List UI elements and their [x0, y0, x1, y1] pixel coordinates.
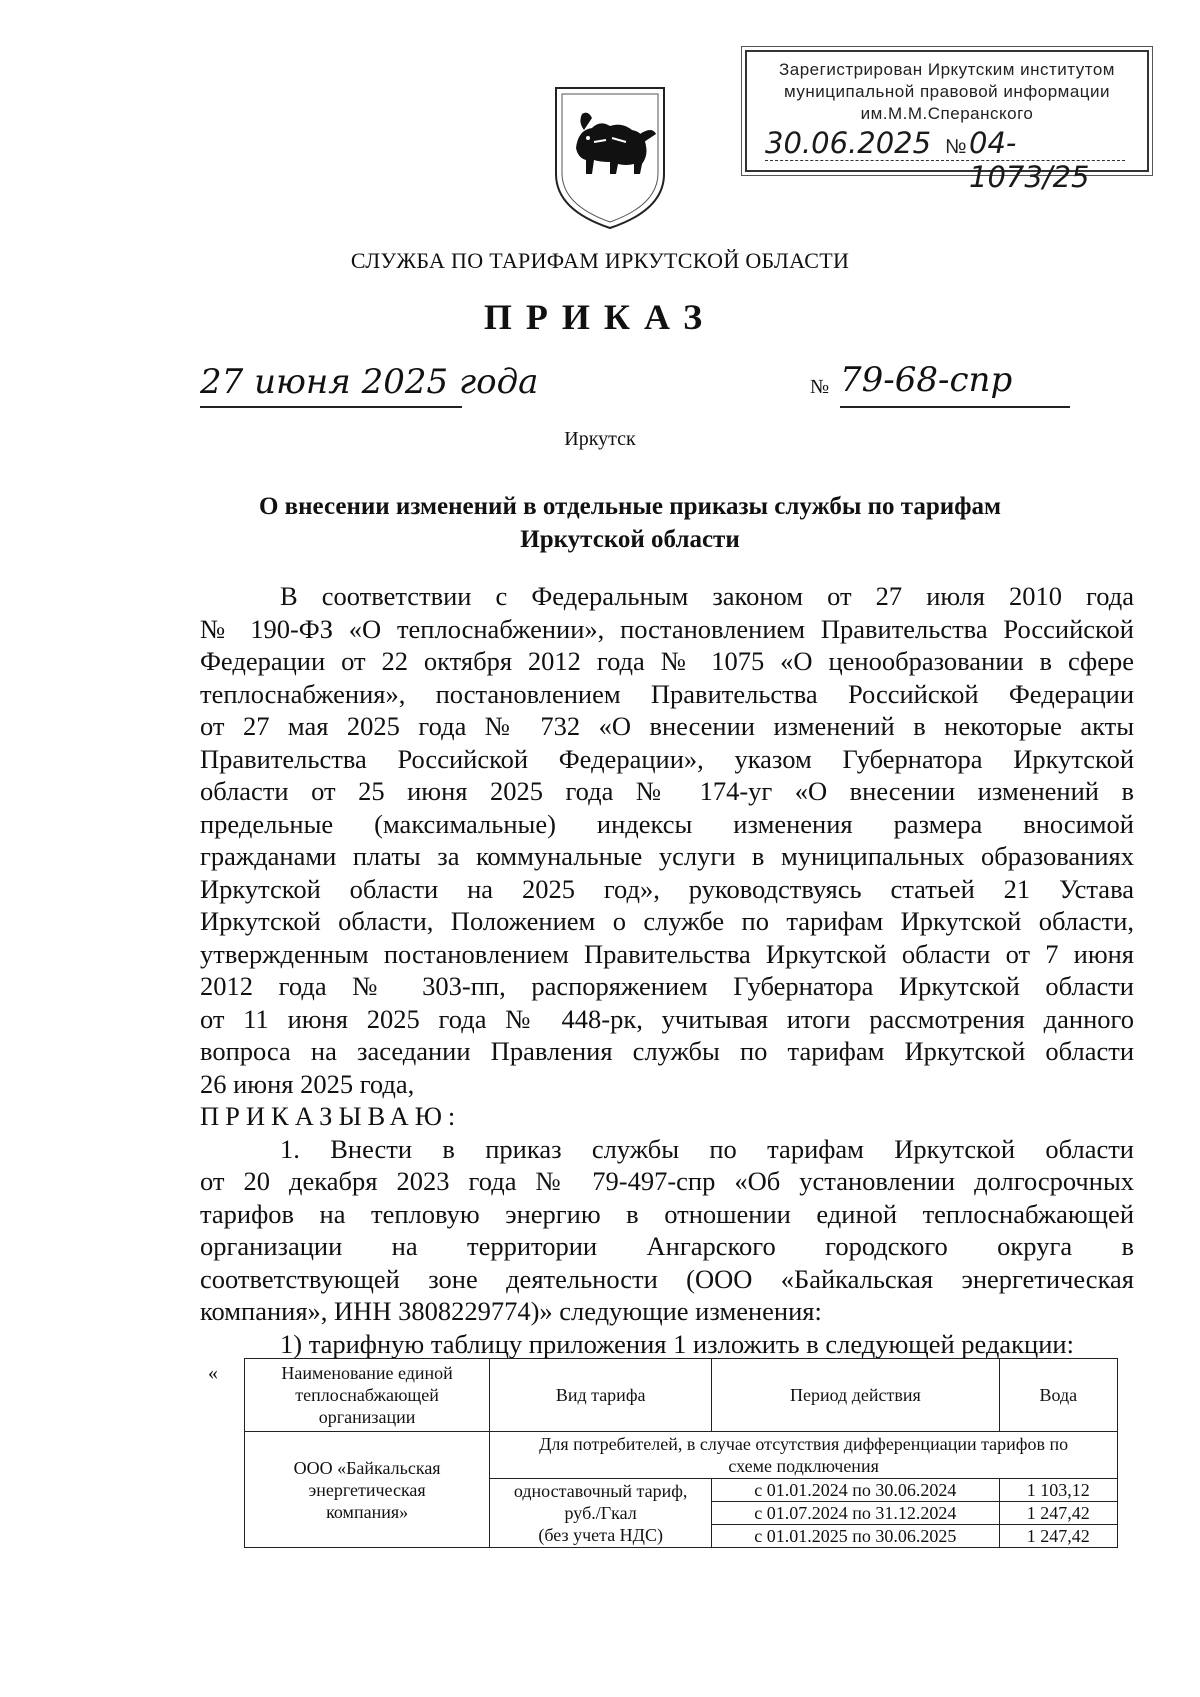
preamble-line: от 27 мая 2025 года № 732 «О внесении изменений в некоторые акты	[200, 711, 1134, 741]
order-date-underline	[200, 406, 462, 408]
cell-period: с 01.01.2024 по 30.06.2024	[712, 1479, 999, 1502]
document-title	[200, 490, 1060, 556]
preamble-line: теплоснабжения», постановлением Правительства Российской Федерации	[200, 678, 1134, 709]
item-1-line: соответствующей зоне деятельности (ООО «Байкальская энергетическая	[200, 1263, 1134, 1294]
table-header-row	[245, 1359, 1118, 1432]
title-line-1: О внесении изменений в отдельные приказы службы по тарифам	[258, 493, 1002, 520]
item-1-line: тарифов на тепловую энергию в отношении единой теплоснабжающей	[200, 1198, 1134, 1229]
order-number-block	[810, 362, 1070, 410]
preamble-line: Правительства Российской Федерации», указом Губернатора Иркутской	[200, 743, 1134, 774]
babr-emblem-icon	[548, 82, 672, 232]
header-org-line: организации	[318, 1407, 416, 1427]
stamp-reg-number: 04-1073/25	[969, 126, 1090, 194]
stamp-underline	[765, 160, 1125, 161]
preamble-line: утвержденным постановлением Правительства Иркутской области от 7 июня	[200, 938, 1134, 969]
subitem-1-line: 1) тарифную таблицу приложения 1 изложить в следующей редакции:	[280, 1328, 1074, 1359]
cell-period: с 01.07.2024 по 31.12.2024	[712, 1502, 999, 1525]
org-name-line: ООО «Байкальская	[293, 1457, 441, 1478]
coat-of-arms-emblem	[548, 82, 672, 232]
stamp-line-1: Зарегистрирован Иркутским институтом	[778, 60, 1115, 79]
tariff-table	[244, 1358, 1118, 1548]
header-period: Период действия	[712, 1359, 999, 1432]
document-body	[200, 580, 1134, 1360]
cell-period: с 01.01.2025 по 30.06.2025	[712, 1525, 999, 1548]
preamble-line: 26 июня 2025 года,	[200, 1068, 415, 1099]
stamp-reg-date: 30.06.2025	[765, 126, 932, 160]
document-type-heading: ПРИКАЗ	[483, 297, 717, 337]
preamble-line: Федерации от 22 октября 2012 года № 1075 «О ценообразовании в сфере	[200, 646, 1134, 676]
cell-consumer-note	[490, 1432, 1118, 1479]
stamp-line-2: муниципальной правовой информации	[783, 82, 1111, 101]
preamble-line: предельные (максимальные) индексы изменения размера вносимой	[200, 808, 1134, 839]
item-1-line: компания», ИНН 3808229774)» следующие изменения:	[200, 1296, 822, 1326]
preamble-line: № 190-ФЗ «О теплоснабжении», постановлением Правительства Российской	[200, 613, 1134, 644]
org-name-line: энергетическая	[308, 1479, 426, 1500]
preamble-line: вопроса на заседании Правления службы по тарифам Иркутской области	[200, 1036, 1134, 1066]
preamble-line: области от 25 июня 2025 года № 174-уг «О внесении изменений в	[200, 776, 1134, 806]
header-tariff-type: Вид тарифа	[490, 1359, 712, 1432]
cell-tariff-desc	[490, 1479, 712, 1548]
cell-org-name	[245, 1432, 490, 1548]
preamble-line: Иркутской области, Положением о службе по тарифам Иркутской области,	[200, 906, 1134, 936]
consumer-note-line: схеме подключения	[728, 1456, 879, 1476]
table-row	[245, 1432, 1118, 1479]
stamp-line-3: им.М.М.Сперанского	[860, 104, 1034, 123]
cell-water: 1 247,42	[999, 1502, 1117, 1525]
preamble-line: В соответствии с Федеральным законом от 27 июля 2010 года	[280, 581, 1134, 611]
tariff-desc-line: одноставочный тариф,	[513, 1481, 688, 1501]
title-line-2: Иркутской области	[520, 526, 740, 553]
consumer-note-line: Для потребителей, в случае отсутствия дифференциации тарифов по	[539, 1434, 1069, 1454]
order-number-underline	[840, 406, 1070, 408]
table-open-quote: «	[208, 1362, 218, 1384]
stamp-registration-line	[759, 126, 1135, 194]
decree-word: ПРИКАЗЫВАЮ:	[200, 1101, 462, 1131]
order-number-handwritten: 79-68-спр	[840, 360, 1013, 400]
header-org-line: теплоснабжающей	[295, 1385, 439, 1405]
organization-name: СЛУЖБА ПО ТАРИФАМ ИРКУТСКОЙ ОБЛАСТИ	[350, 248, 850, 273]
header-org-line: Наименование единой	[281, 1363, 453, 1383]
org-name-line: компания»	[326, 1501, 409, 1522]
preamble-line: 2012 года № 303-пп, распоряжением Губернатора Иркутской области	[200, 971, 1134, 1001]
stamp-number-sign: №	[945, 136, 967, 158]
registration-stamp	[745, 50, 1149, 194]
order-number-sign: №	[810, 376, 830, 398]
item-1-line: организации на территории Ангарского городского округа в	[200, 1231, 1134, 1261]
header-org-name	[245, 1359, 490, 1432]
cell-water: 1 247,42	[999, 1525, 1117, 1548]
city-name: Иркутск	[564, 428, 636, 450]
tariff-desc-line: (без учета НДС)	[538, 1525, 663, 1545]
item-1-line: от 20 декабря 2023 года № 79-497-спр «Об установлении долгосрочных	[200, 1166, 1134, 1196]
cell-water: 1 103,12	[999, 1479, 1117, 1502]
order-date-handwritten: 27 июня 2025 года	[200, 362, 539, 402]
item-1-line: 1. Внести в приказ службы по тарифам Иркутской области	[280, 1133, 1134, 1164]
preamble-line: Иркутской области на 2025 год», руководствуясь статьей 21 Устава	[200, 873, 1134, 904]
header-water: Вода	[999, 1359, 1117, 1432]
preamble-line: гражданами платы за коммунальные услуги в муниципальных образованиях	[200, 841, 1134, 871]
preamble-line: от 11 июня 2025 года № 448-рк, учитывая итоги рассмотрения данного	[200, 1003, 1134, 1034]
tariff-desc-line: руб./Гкал	[564, 1503, 637, 1523]
